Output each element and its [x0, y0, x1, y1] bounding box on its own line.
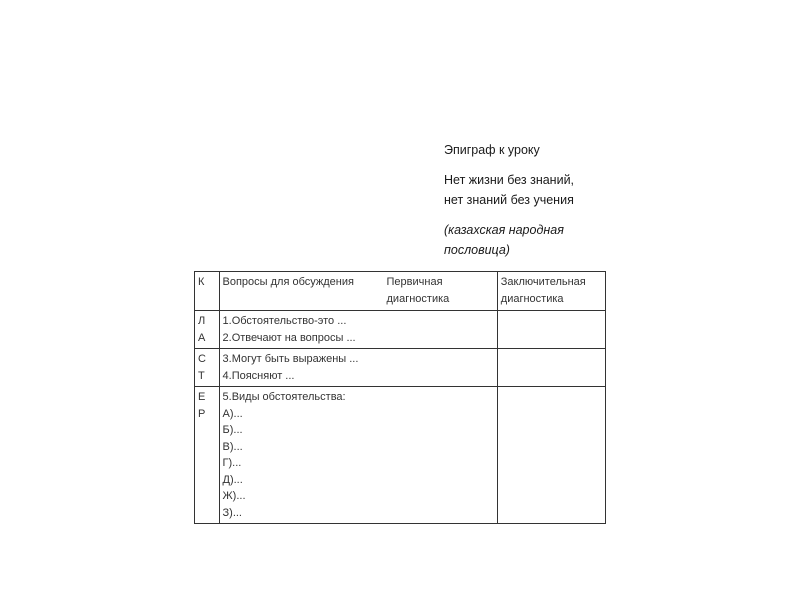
- row-letters-cell: [195, 387, 220, 524]
- question-line: Д)...: [222, 473, 243, 486]
- row-questions-cell: [219, 387, 497, 524]
- row-final-cell: [497, 387, 605, 524]
- epigraph-quote: [444, 170, 664, 210]
- question-line: 4.Поясняют ...: [222, 369, 295, 382]
- row-letter: С: [198, 353, 206, 365]
- epigraph-quote-line-1: Нет жизни без знаний,: [444, 173, 575, 187]
- header-primary-diagnostics-label: Первичная диагностика: [386, 276, 450, 305]
- question-line: А)...: [222, 407, 243, 420]
- question-line: Б)...: [222, 424, 243, 436]
- header-final-cell: [497, 272, 605, 311]
- question-line: 1.Обстоятельство-это ...: [222, 315, 347, 327]
- epigraph-title: Эпиграф к уроку: [444, 143, 540, 157]
- question-line: Ж)...: [222, 490, 246, 502]
- header-final-diagnostics-label: Заключительная диагностика: [500, 276, 586, 305]
- epigraph-quote-line-2: нет знаний без учения: [444, 193, 574, 207]
- header-k-label: К: [198, 276, 205, 288]
- row-questions-cell: [219, 311, 497, 349]
- header-k-cell: [195, 272, 220, 311]
- question-line: В)...: [222, 440, 243, 453]
- table-row: [195, 349, 606, 387]
- table-row: [195, 311, 606, 349]
- question-line: 5.Виды обстоятельства:: [222, 391, 346, 403]
- row-questions-cell: [219, 349, 497, 387]
- row-final-cell: [497, 349, 605, 387]
- question-line: Г)...: [222, 457, 242, 469]
- header-questions-label: Вопросы для обсуждения: [222, 276, 354, 288]
- row-letters-cell: [195, 311, 220, 349]
- row-letter: Е: [198, 391, 206, 403]
- row-letter: Р: [198, 407, 206, 420]
- row-final-cell: [497, 311, 605, 349]
- header-questions-cell: [219, 272, 497, 311]
- row-letter: А: [198, 331, 206, 344]
- table-header-row: [195, 272, 606, 311]
- epigraph-source: [444, 220, 664, 260]
- table-row: [195, 387, 606, 524]
- lesson-table: [194, 271, 606, 524]
- row-letters-cell: [195, 349, 220, 387]
- epigraph-source-line-2: пословица): [444, 243, 510, 257]
- epigraph-block: [444, 140, 664, 260]
- row-letter: Т: [198, 369, 205, 382]
- question-line: 3.Могут быть выражены ...: [222, 353, 359, 365]
- row-letter: Л: [198, 315, 206, 327]
- question-line: З)...: [222, 506, 242, 519]
- question-line: 2.Отвечают на вопросы ...: [222, 331, 356, 344]
- epigraph-source-line-1: (казахская народная: [444, 223, 564, 237]
